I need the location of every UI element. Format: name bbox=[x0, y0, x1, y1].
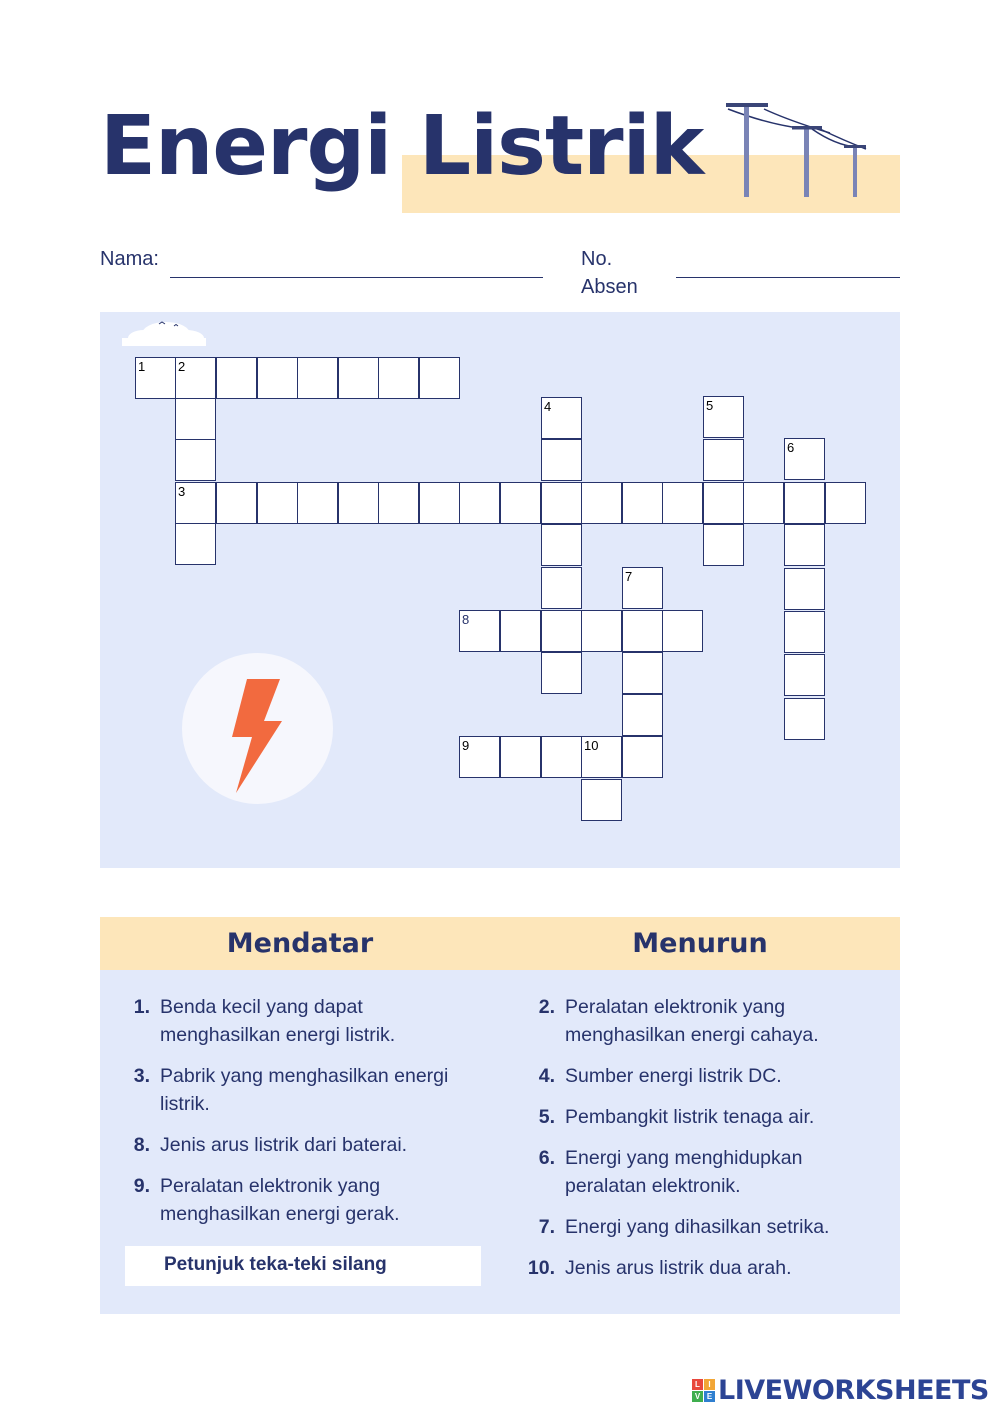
cell-number-4: 4 bbox=[544, 399, 552, 414]
clue-text: Jenis arus listrik dari baterai. bbox=[160, 1134, 408, 1156]
cloud-icon bbox=[114, 316, 209, 346]
clue-text: Jenis arus listrik dua arah. bbox=[565, 1257, 792, 1279]
clues-panel bbox=[100, 917, 900, 1314]
list-item bbox=[100, 1131, 460, 1159]
crossword-cell[interactable] bbox=[743, 482, 784, 524]
hint-label: Petunjuk teka-teki silang bbox=[125, 1246, 481, 1286]
lightning-icon bbox=[182, 653, 333, 804]
list-item bbox=[505, 1254, 885, 1282]
crossword-cell[interactable] bbox=[338, 482, 379, 524]
crossword-panel bbox=[100, 312, 900, 868]
crossword-cell[interactable] bbox=[175, 398, 216, 440]
cell-number-9: 9 bbox=[462, 738, 470, 753]
list-item bbox=[505, 1213, 885, 1241]
clue-number: 10. bbox=[527, 1257, 555, 1279]
crossword-cell[interactable] bbox=[581, 779, 622, 821]
menurun-list bbox=[505, 993, 885, 1295]
list-item bbox=[505, 993, 885, 1049]
crossword-cell[interactable] bbox=[216, 357, 257, 399]
name-input-line[interactable] bbox=[170, 277, 543, 278]
crossword-cell[interactable] bbox=[825, 482, 866, 524]
crossword-cell[interactable] bbox=[541, 610, 582, 652]
crossword-cell[interactable] bbox=[257, 482, 298, 524]
crossword-cell[interactable] bbox=[662, 610, 703, 652]
crossword-cell[interactable] bbox=[703, 524, 744, 566]
absen-label-line2: Absen bbox=[581, 276, 638, 298]
liveworksheets-mark-icon bbox=[692, 1379, 715, 1402]
crossword-cell[interactable] bbox=[622, 610, 663, 652]
clue-number: 8. bbox=[133, 1134, 150, 1156]
cell-number-1: 1 bbox=[138, 359, 146, 374]
crossword-cell[interactable] bbox=[175, 523, 216, 565]
clue-text: Peralatan elektronik yang menghasilkan energi gerak. bbox=[160, 1175, 400, 1225]
list-item bbox=[100, 1062, 460, 1118]
cell-number-2: 2 bbox=[178, 359, 186, 374]
absen-label-line1: No. bbox=[581, 248, 613, 270]
crossword-cell[interactable] bbox=[297, 357, 338, 399]
liveworksheets-text: LIVEWORKSHEETS bbox=[718, 1374, 989, 1406]
mark-letter: I bbox=[704, 1379, 715, 1390]
mark-letter: V bbox=[692, 1391, 703, 1402]
crossword-cell[interactable] bbox=[257, 357, 298, 399]
cell-number-7: 7 bbox=[625, 569, 633, 584]
crossword-cell[interactable] bbox=[622, 694, 663, 736]
crossword-cell[interactable] bbox=[216, 482, 257, 524]
crossword-cell[interactable] bbox=[541, 652, 582, 694]
cell-number-5: 5 bbox=[706, 398, 714, 413]
clue-number: 6. bbox=[538, 1147, 555, 1169]
crossword-cell[interactable] bbox=[541, 736, 582, 778]
crossword-cell[interactable] bbox=[703, 482, 744, 524]
crossword-cell[interactable] bbox=[581, 482, 622, 524]
power-pole-icon bbox=[720, 95, 880, 205]
clue-text: Pembangkit listrik tenaga air. bbox=[565, 1106, 815, 1128]
menurun-heading: Menurun bbox=[632, 928, 768, 959]
absen-input-line[interactable] bbox=[676, 277, 900, 278]
crossword-cell[interactable] bbox=[622, 482, 663, 524]
crossword-cell[interactable] bbox=[500, 736, 541, 778]
crossword-cell[interactable] bbox=[784, 611, 825, 653]
crossword-cell[interactable] bbox=[541, 439, 582, 481]
list-item bbox=[100, 1172, 460, 1228]
crossword-cell[interactable] bbox=[297, 482, 338, 524]
clue-number: 3. bbox=[133, 1065, 150, 1087]
crossword-cell[interactable] bbox=[784, 654, 825, 696]
clue-number: 1. bbox=[133, 996, 150, 1018]
list-item bbox=[100, 993, 460, 1049]
crossword-cell[interactable] bbox=[541, 567, 582, 609]
lightning-badge bbox=[182, 653, 333, 804]
crossword-cell[interactable] bbox=[500, 610, 541, 652]
clue-text: Peralatan elektronik yang menghasilkan energi cahaya. bbox=[565, 996, 819, 1046]
cell-number-3: 3 bbox=[178, 484, 186, 499]
list-item bbox=[505, 1144, 885, 1200]
crossword-cell[interactable] bbox=[500, 482, 541, 524]
cell-number-10: 10 bbox=[584, 738, 599, 753]
crossword-cell[interactable] bbox=[662, 482, 703, 524]
liveworksheets-logo bbox=[692, 1374, 989, 1406]
crossword-cell[interactable] bbox=[419, 482, 460, 524]
crossword-cell[interactable] bbox=[419, 357, 460, 399]
list-item bbox=[505, 1062, 885, 1090]
mark-letter: L bbox=[692, 1379, 703, 1390]
page-title bbox=[100, 99, 703, 194]
crossword-cell[interactable] bbox=[541, 482, 582, 524]
crossword-cell[interactable] bbox=[703, 439, 744, 481]
crossword-cell[interactable] bbox=[622, 736, 663, 778]
mendatar-list bbox=[100, 993, 460, 1241]
clue-number: 2. bbox=[538, 996, 555, 1018]
crossword-cell[interactable] bbox=[784, 524, 825, 566]
clue-text: Pabrik yang menghasilkan energi listrik. bbox=[160, 1065, 449, 1115]
crossword-cell[interactable] bbox=[378, 357, 419, 399]
crossword-cell[interactable] bbox=[622, 652, 663, 694]
crossword-cell[interactable] bbox=[784, 698, 825, 740]
name-label: Nama: bbox=[100, 248, 159, 270]
mark-letter: E bbox=[704, 1391, 715, 1402]
clue-text: Benda kecil yang dapat menghasilkan energi listrik. bbox=[160, 996, 396, 1046]
cell-number-6: 6 bbox=[787, 440, 795, 455]
crossword-cell[interactable] bbox=[459, 482, 500, 524]
crossword-cell[interactable] bbox=[581, 610, 622, 652]
clue-number: 9. bbox=[133, 1175, 150, 1197]
crossword-cell[interactable] bbox=[378, 482, 419, 524]
title-word-listrik: Listrik bbox=[418, 99, 704, 194]
clue-number: 5. bbox=[538, 1106, 555, 1128]
clue-text: Energi yang dihasilkan setrika. bbox=[565, 1216, 830, 1238]
clue-text: Energi yang menghidupkan peralatan elektronik. bbox=[565, 1147, 803, 1197]
clue-number: 7. bbox=[538, 1216, 555, 1238]
crossword-cell[interactable] bbox=[338, 357, 379, 399]
list-item bbox=[505, 1103, 885, 1131]
mendatar-heading: Mendatar bbox=[226, 928, 374, 959]
crossword-cell[interactable] bbox=[784, 482, 825, 524]
title-word-energi: Energi bbox=[100, 99, 392, 194]
crossword-cell[interactable] bbox=[175, 439, 216, 481]
crossword-cell[interactable] bbox=[784, 568, 825, 610]
crossword-cell[interactable] bbox=[541, 524, 582, 566]
clue-text: Sumber energi listrik DC. bbox=[565, 1065, 782, 1087]
cell-number-8: 8 bbox=[462, 612, 470, 627]
clue-number: 4. bbox=[538, 1065, 555, 1087]
